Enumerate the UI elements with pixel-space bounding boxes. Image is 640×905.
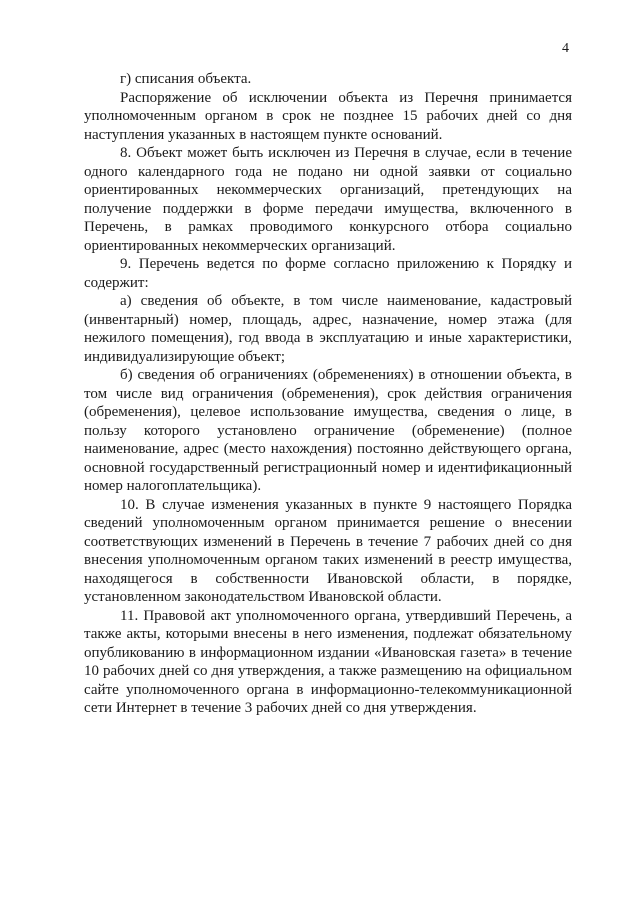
paragraph-clause-11: 11. Правовой акт уполномоченного органа, утвердивший Перечень, а также акты, которыми внесены в него изменения, подлежат обязательному опубликованию в информационном издании «Ивановская газета» в течение 10 рабочих дней со дня утверждения, а также размещению на официальном сайте уполномоченного органа в информационно-телекоммуникационной сети Интернет в течение 3 рабочих дней со дня утверждения.: [84, 607, 572, 716]
paragraph-item-b: б) сведения об ограничениях (обременениях) в отношении объекта, в том числе вид ограничения (обременения), срок действия ограничения (обременения), целевое использование имущества, сведения о лице, в пользу которого установлено ограничение (обременение) (полное наименование, адрес (место нахождения) постоянно действующего органа, основной государственный регистрационный номер и идентификационный номер налогоплательщика).: [84, 367, 572, 494]
paragraph-clause-9: 9. Перечень ведется по форме согласно приложению к Порядку и содержит:: [84, 256, 572, 291]
paragraph-clause-8: 8. Объект может быть исключен из Перечня в случае, если в течение одного календарного года не подано ни одной заявки от социально ориентированных некоммерческих организаций, претендующих на получение поддержки в форме передачи имущества, включенного в Перечень, в рамках проводимого конкурсного отбора социально ориентированных некоммерческих организаций.: [84, 145, 572, 254]
document-body: [84, 70, 572, 718]
paragraph-item-a: а) сведения об объекте, в том числе наименование, кадастровый (инвентарный) номер, площадь, адрес, назначение, номер этажа (для нежилого помещения), год ввода в эксплуатацию и иные характеристики, индивидуализирующие объект;: [84, 293, 572, 365]
paragraph-clause-10: 10. В случае изменения указанных в пункте 9 настоящего Порядка сведений уполномоченным органом принимается решение о внесении соответствующих изменений в Перечень в течение 7 рабочих дней со дня внесения уполномоченным органом таких изменений в реестр имущества, находящегося в собственности Ивановской области, в порядке, установленном законодательством Ивановской области.: [84, 496, 572, 605]
page-number: 4: [562, 41, 569, 56]
paragraph-item-g: г) списания объекта.: [120, 71, 252, 87]
paragraph-exclusion-order: Распоряжение об исключении объекта из Перечня принимается уполномоченным органом в срок не позднее 15 рабочих дней со дня наступления указанных в настоящем пункте оснований.: [84, 89, 572, 143]
